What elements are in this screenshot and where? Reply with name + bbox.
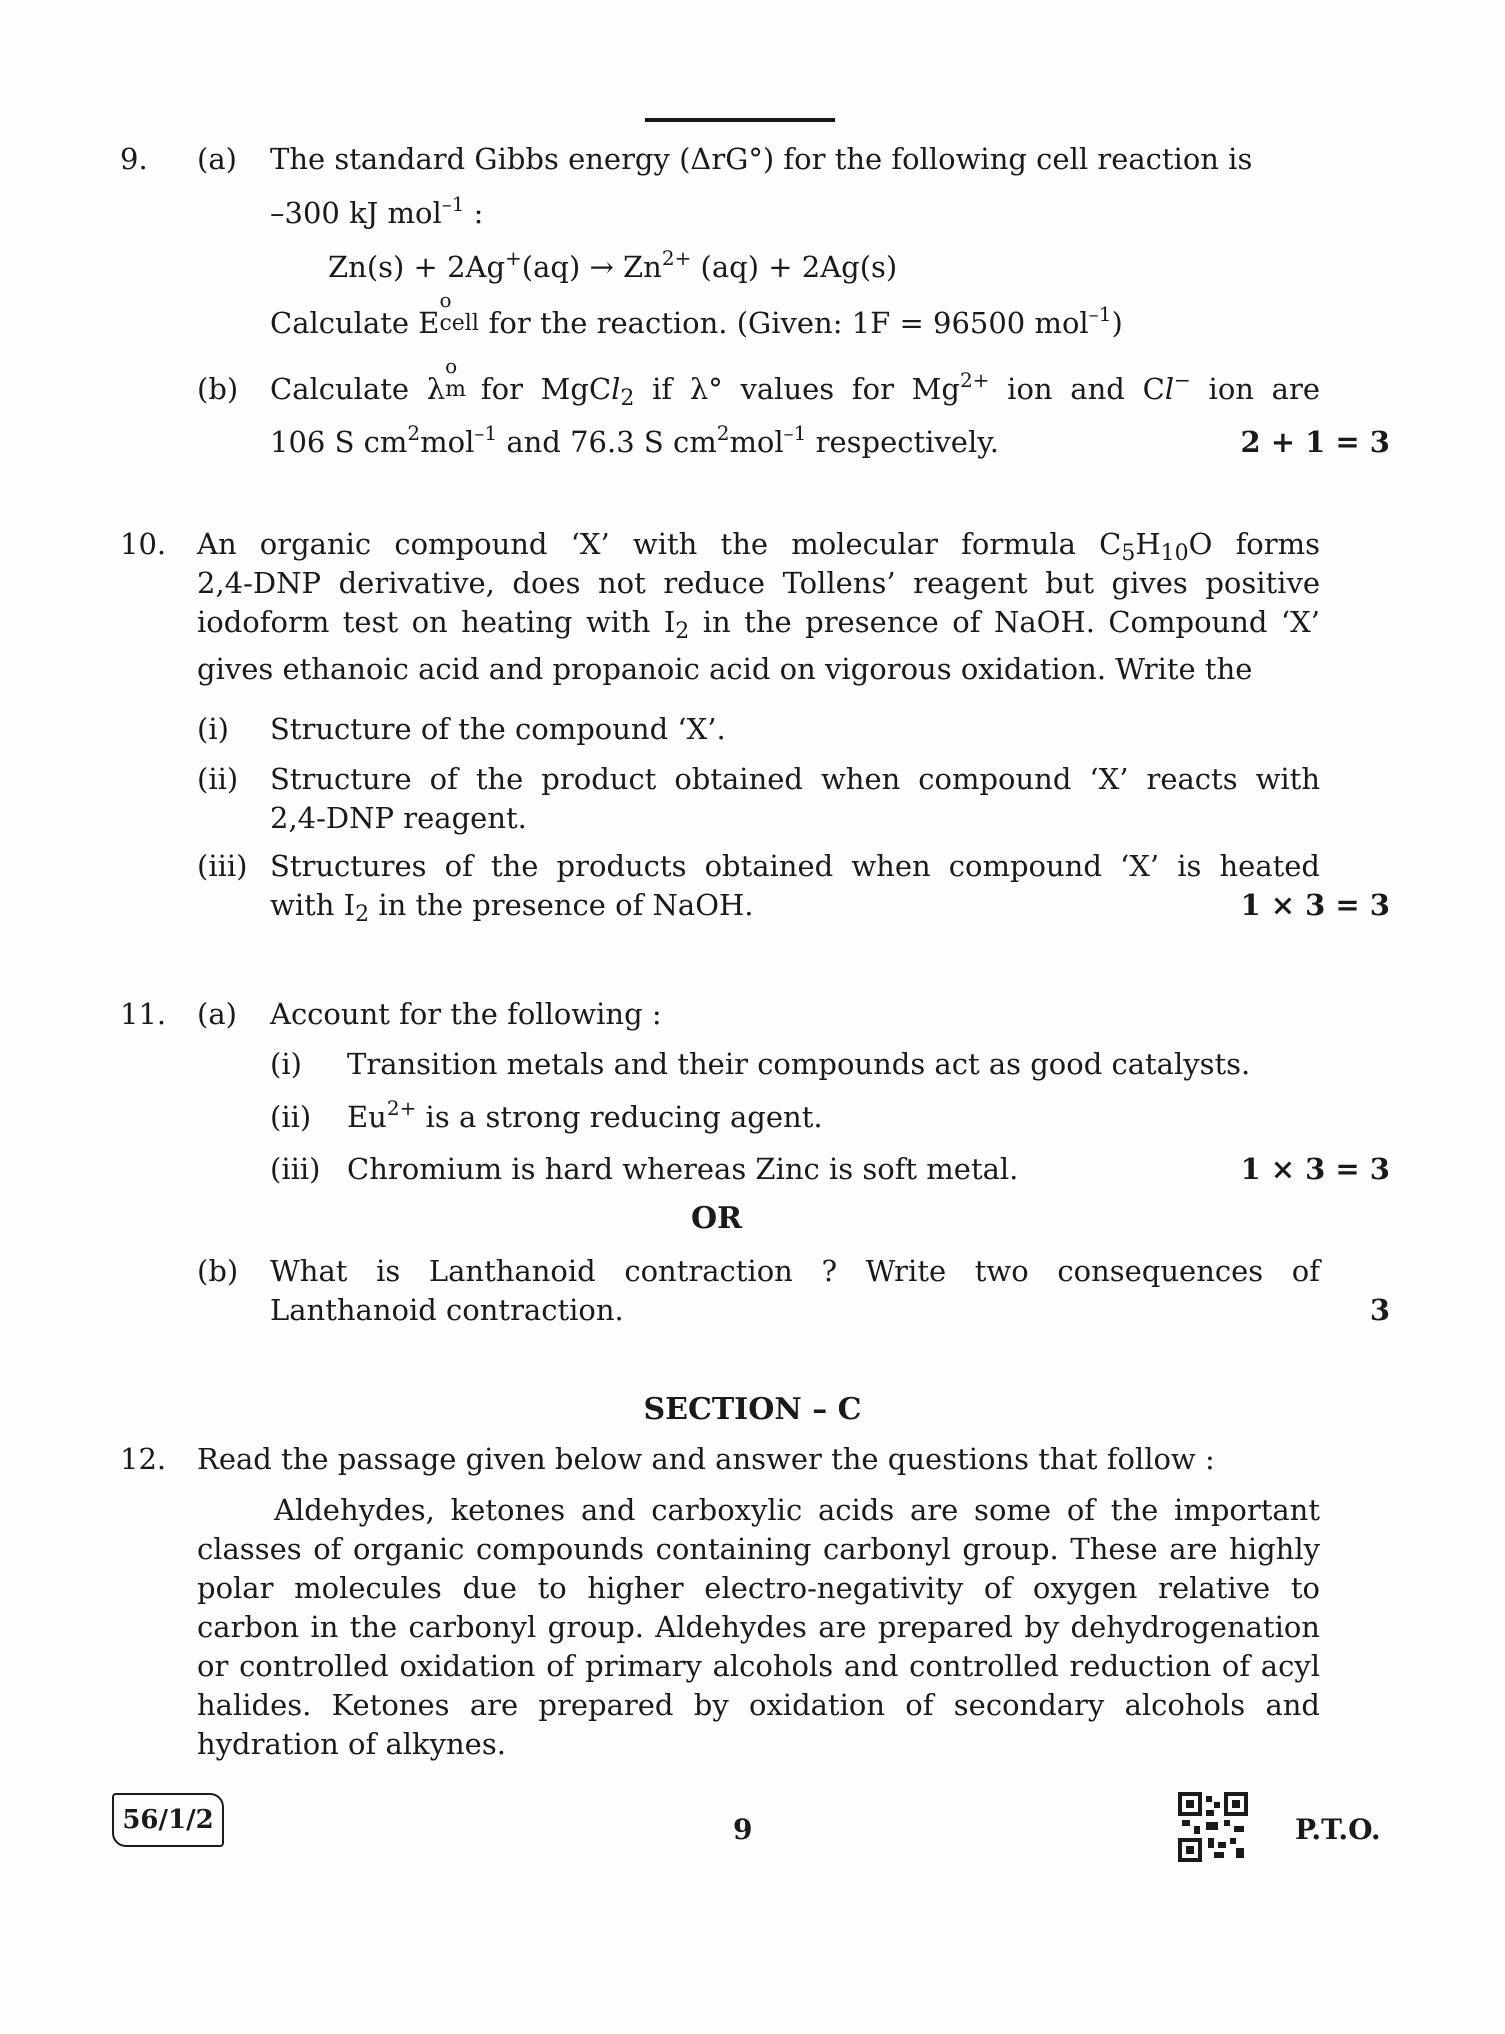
part-label: (b) [197, 1254, 239, 1288]
question-10-stem: An organic compound ‘X’ with the molecular formula $C_5H_{10}O$ forms 2,4-DNP derivative, does not reduce Tollens’ reagent but gives positive iodoform test on heating with $I_2$ in the presence of NaOH. Compound ‘X’ gives ethanoic acid and propanoic acid on vigorous oxidation. Write the [197, 527, 1321, 686]
part-label: (ii) [197, 762, 239, 796]
question-10 [120, 525, 1390, 927]
question-12-intro: Read the passage given below and answer the questions that follow : [197, 1442, 1215, 1476]
part-a-text: Account for the following : [270, 997, 662, 1031]
question-number: 12. [120, 1442, 167, 1476]
part-a-i: (i) Transition metals and their compounds act as good catalysts. [270, 1047, 1251, 1081]
part-b [120, 354, 1390, 462]
paper-code: 56/1/2 [112, 1793, 224, 1847]
calculate-ecell: Calculate E o cell for the reaction. (Given: 1F = 96500 mol$^{-1}$) [270, 288, 1123, 340]
marks: 1 × 3 = 3 [1240, 1152, 1390, 1186]
question-number: 11. [120, 997, 167, 1031]
marks: 3 [1369, 1293, 1390, 1327]
part-i: (i) Structure of the compound ‘X’. [197, 712, 726, 746]
part-iii: (iii) Structures of the products obtained when compound ‘X’ is heated with $I_2$ in the presence of NaOH. [197, 849, 1320, 927]
part-a-ii: (ii) $Eu^{2+}$ is a strong reducing agent. [270, 1096, 823, 1134]
part-a-text-2: –300 kJ mol$^{-1}$ : [270, 192, 484, 230]
question-number: 10. [120, 527, 167, 561]
part-b-line-1: Calculate λ o m for MgCl$_2$ if λ° values for $Mg^{2+}$ ion and Cl− ion are [270, 354, 1320, 411]
page-number: 9 [733, 1813, 753, 1846]
part-label: (iii) [197, 849, 248, 883]
cell-reaction-equation: $Zn(s) + 2Ag^+(aq) \to Zn^{2+}$ (aq) + 2Ag(s) [328, 246, 898, 284]
part-label: (a) [197, 142, 237, 176]
top-rule [645, 118, 835, 122]
question-12 [120, 1440, 1390, 1764]
passage: Aldehydes, ketones and carboxylic acids are some of the important classes of organic compounds containing carbonyl group. These are highly polar molecules due to higher electro-negativity of oxygen relative to carbon in the carbonyl group. Aldehydes are prepared by dehydrogenation or controlled oxidation of primary alcohols and controlled reduction of acyl halides. Ketones are prepared by oxidation of secondary alcohols and hydration of alkynes. [197, 1493, 1320, 1761]
question-9 [120, 140, 1390, 459]
part-ii: (ii) Structure of the product obtained when compound ‘X’ reacts with 2,4-DNP reagent. [197, 762, 1320, 835]
marks: 1 × 3 = 3 [1240, 888, 1390, 922]
please-turn-over: P.T.O. [1295, 1813, 1381, 1846]
marks: 2 + 1 = 3 [1240, 425, 1390, 459]
qr-code-icon [1178, 1792, 1248, 1862]
question-number: 9. [120, 142, 148, 176]
part-a-iii: (iii) Chromium is hard whereas Zinc is soft metal. [270, 1152, 1019, 1186]
part-b-line-2: 106 S $cm^2mol^{-1}$ and 76.3 S $cm^2mol^{-1}$ respectively. [270, 421, 999, 459]
part-label: (b) [197, 372, 239, 406]
part-b-text: What is Lanthanoid contraction ? Write two consequences of Lanthanoid contraction. [270, 1254, 1320, 1327]
part-a-text: The standard Gibbs energy (ΔrG°) for the following cell reaction is [270, 142, 1253, 176]
part-label: (a) [197, 997, 237, 1031]
part-label: (i) [197, 712, 229, 746]
section-heading: SECTION – C [643, 1392, 862, 1427]
